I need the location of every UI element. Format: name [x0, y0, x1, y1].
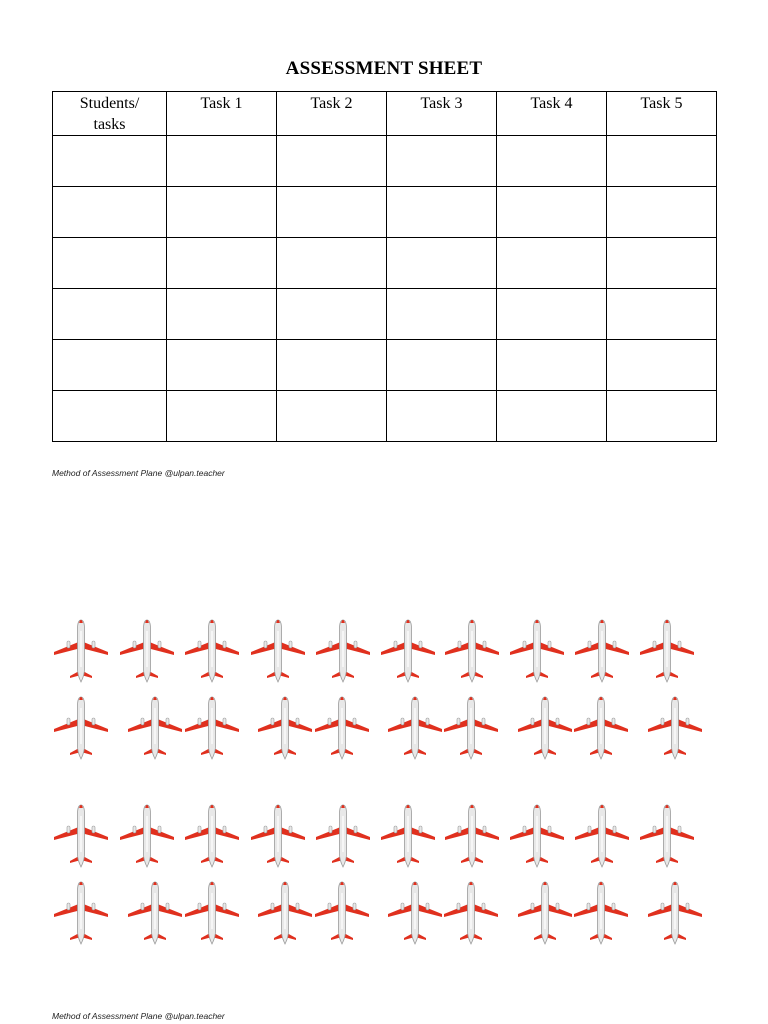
header-row [53, 92, 717, 136]
table-cell[interactable] [607, 187, 717, 238]
airplane-icon [380, 619, 436, 683]
airplane-icon [184, 804, 240, 868]
table-cell[interactable] [167, 289, 277, 340]
airplane-icon [53, 804, 109, 868]
table-cell[interactable] [607, 391, 717, 442]
airplane-icon [647, 696, 703, 760]
footer-credit-bottom: Method of Assessment Plane @ulpan.teacher [52, 1011, 225, 1021]
airplane-icon [184, 619, 240, 683]
airplane-icon [443, 881, 499, 945]
table-cell[interactable] [53, 391, 167, 442]
table-body [53, 136, 717, 442]
table-cell[interactable] [53, 340, 167, 391]
table-cell[interactable] [167, 187, 277, 238]
airplane-icon [443, 696, 499, 760]
airplane-icon [250, 804, 306, 868]
airplane-icon [509, 619, 565, 683]
airplane-icon [127, 696, 183, 760]
airplane-icon [250, 619, 306, 683]
airplane-icon [53, 696, 109, 760]
table-cell[interactable] [167, 238, 277, 289]
table-row [53, 340, 717, 391]
airplane-icon [314, 881, 370, 945]
table-cell[interactable] [277, 391, 387, 442]
airplane-icon [257, 881, 313, 945]
airplane-icon [639, 804, 695, 868]
table-cell[interactable] [167, 340, 277, 391]
airplane-icon [387, 696, 443, 760]
table-cell[interactable] [387, 289, 497, 340]
header-task-3: Task 3 [387, 92, 497, 136]
page-title: ASSESSMENT SHEET [285, 58, 483, 79]
airplane-icon [574, 804, 630, 868]
table-cell[interactable] [387, 136, 497, 187]
table-cell[interactable] [497, 289, 607, 340]
table-row [53, 136, 717, 187]
table-cell[interactable] [497, 391, 607, 442]
airplane-icon [647, 881, 703, 945]
airplane-icon [257, 696, 313, 760]
airplane-icon [184, 881, 240, 945]
table-cell[interactable] [497, 340, 607, 391]
airplane-icon [119, 804, 175, 868]
table-cell[interactable] [497, 238, 607, 289]
airplane-icon [315, 804, 371, 868]
footer-credit: Method of Assessment Plane @ulpan.teacher [52, 468, 225, 478]
airplane-icon [314, 696, 370, 760]
airplane-icon [573, 696, 629, 760]
table-cell[interactable] [53, 289, 167, 340]
table-cell[interactable] [53, 238, 167, 289]
airplane-icon [53, 619, 109, 683]
airplane-icon [639, 619, 695, 683]
table-cell[interactable] [167, 391, 277, 442]
table-cell[interactable] [167, 136, 277, 187]
table-cell[interactable] [387, 340, 497, 391]
table-cell[interactable] [277, 289, 387, 340]
table-cell[interactable] [497, 136, 607, 187]
table-cell[interactable] [277, 340, 387, 391]
airplane-icon [509, 804, 565, 868]
table-cell[interactable] [277, 187, 387, 238]
airplane-icon [380, 804, 436, 868]
header-line: tasks [93, 116, 126, 133]
airplane-icon [573, 881, 629, 945]
header-line: Students/ [79, 95, 140, 112]
header-task-4: Task 4 [497, 92, 607, 136]
airplane-icon [444, 619, 500, 683]
header-students-tasks [53, 92, 167, 136]
header-task-5: Task 5 [607, 92, 717, 136]
airplane-icon [184, 696, 240, 760]
table-cell[interactable] [607, 136, 717, 187]
airplane-icon [127, 881, 183, 945]
airplane-icon [387, 881, 443, 945]
header-task-1: Task 1 [167, 92, 277, 136]
airplane-icon [444, 804, 500, 868]
airplane-icon [517, 881, 573, 945]
airplane-icon [53, 881, 109, 945]
table-cell[interactable] [53, 187, 167, 238]
table-cell[interactable] [387, 187, 497, 238]
table-cell[interactable] [387, 238, 497, 289]
table-row [53, 391, 717, 442]
table-cell[interactable] [277, 238, 387, 289]
airplane-icon [315, 619, 371, 683]
table-cell[interactable] [607, 238, 717, 289]
header-task-2: Task 2 [277, 92, 387, 136]
table-cell[interactable] [53, 136, 167, 187]
table-row [53, 187, 717, 238]
airplane-icon [517, 696, 573, 760]
airplane-icon [119, 619, 175, 683]
airplane-icon [574, 619, 630, 683]
table-cell[interactable] [387, 391, 497, 442]
table-row [53, 289, 717, 340]
table-cell[interactable] [607, 340, 717, 391]
assessment-table [52, 91, 717, 442]
table-cell[interactable] [607, 289, 717, 340]
table-row [53, 238, 717, 289]
table-cell[interactable] [497, 187, 607, 238]
table-cell[interactable] [277, 136, 387, 187]
